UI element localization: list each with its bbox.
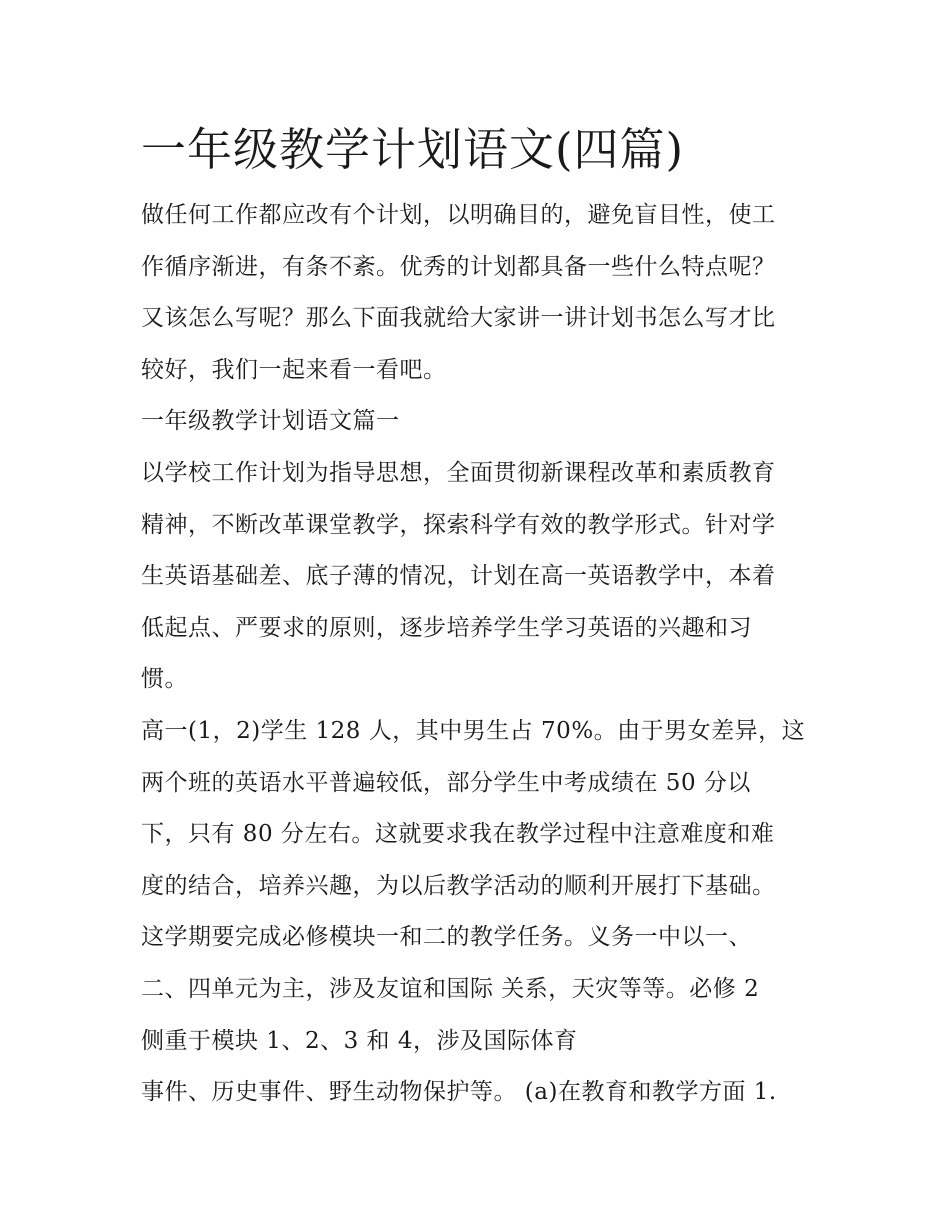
text-line: 作循序渐进，有条不紊。优秀的计划都具备一些什么特点呢？ [141, 253, 776, 280]
text-line: 下，只有 80 分左右。这就要求我在教学过程中注意难度和难 [141, 821, 775, 848]
text-line: 又该怎么写呢？那么下面我就给大家讲一讲计划书怎么写才比 [141, 305, 776, 332]
text-line: 以学校工作计划为指导思想，全面贯彻新课程改革和素质教育 [141, 459, 776, 486]
text-line: 做任何工作都应改有个计划，以明确目的，避免盲目性，使工 [141, 202, 776, 228]
text-line: 度的结合，培养兴趣，为以后教学活动的顺利开展打下基础。 [141, 872, 776, 899]
document-body [141, 190, 821, 1119]
document-title: 一年级教学计划语文(四篇) [141, 123, 685, 176]
section-heading: 一年级教学计划语文篇一 [141, 408, 400, 435]
text-line: 侧重于模块 1、2、3 和 4，涉及国际体育 [141, 1027, 578, 1054]
text-line: 精神，不断改革课堂教学，探索科学有效的教学形式。针对学 [141, 511, 776, 538]
text-line: 高一(1，2)学生 128 人，其中男生占 70%。由于男女差异，这 [141, 717, 806, 744]
text-line: 事件、历史事件、野生动物保护等。 (a)在教育和教学方面 1. [141, 1079, 777, 1106]
text-line: 这学期要完成必修模块一和二的教学任务。义务一中以一、 [141, 924, 752, 951]
text-line: 低起点、严要求的原则，逐步培养学生学习英语的兴趣和习 [141, 614, 752, 641]
text-line: 生英语基础差、底子薄的情况，计划在高一英语教学中，本着 [141, 563, 776, 590]
text-line: 两个班的英语水平普遍较低，部分学生中考成绩在 50 分以 [141, 769, 751, 796]
document-page [141, 118, 821, 1119]
text-line: 二、四单元为主，涉及友谊和国际 关系，天灾等等。必修 2 [141, 975, 760, 1002]
text-line: 惯。 [141, 666, 188, 693]
text-line: 较好，我们一起来看一看吧。 [141, 356, 447, 383]
